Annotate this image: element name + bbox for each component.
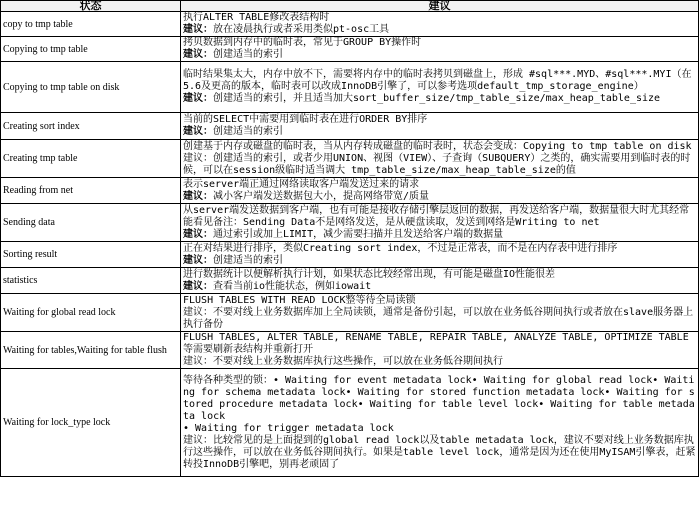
advice-cell [181,369,699,477]
advice-line [183,49,696,61]
header-row [1,1,699,12]
advice-line [183,332,696,356]
advice-line [183,179,696,191]
state-cell: Copying to tmp table on disk [1,62,181,113]
advice-cell [181,37,699,62]
advice-cell [181,294,699,332]
advice-text: 创建适当的索引 [213,49,283,60]
advice-text: 正在对结果进行排序，类似Creating sort index，不过是正常表，而不是在内存表中进行排序 [183,242,618,254]
advice-text: FLUSH TABLES, ALTER TABLE, RENAME TABLE, REPAIR TABLE, ANALYZE TABLE, OPTIMIZE TABLE等需要刷新表结构并重新打开 [183,332,689,355]
advice-text: 创建适当的索引 [213,254,283,266]
advice-cell [181,178,699,204]
table-row [1,369,699,477]
table-row [1,37,699,62]
advice-line [183,423,696,435]
advice-text: 拷贝数据到内存中的临时表，常见于GROUP BY操作时 [183,37,422,48]
advice-line [183,229,696,241]
advice-line [183,69,696,93]
advice-prefix: 建议： [183,280,213,292]
table-row [1,294,699,332]
advice-text: 建议：比较常见的是上面提到的global read lock以及table metadata lock，建议不要对线上业务数据库执行这些操作，可以放在业务低谷期间执行。如果是table level lock，通常是因为还在使用MyISAM引擎表，赶紧转投InnoDB引擎吧，别再老顽固了 [183,434,696,470]
state-cell: Sorting result [1,242,181,268]
advice-line [183,255,696,267]
table-row [1,204,699,242]
advice-prefix: 建议： [183,49,213,60]
advice-cell [181,62,699,113]
table-row [1,62,699,113]
advice-line [183,435,696,471]
state-cell: Waiting for lock_type lock [1,369,181,477]
advice-text: 当前的SELECT中需要用到临时表在进行ORDER BY排序 [183,114,428,125]
advice-line [183,24,696,36]
advice-text: 进行数据统计以便解析执行计划，如果状态比较经常出现，有可能是磁盘IO性能很差 [183,268,556,280]
advice-line [183,205,696,229]
advice-prefix: 建议： [183,126,213,137]
state-cell: statistics [1,268,181,294]
advice-prefix: 建议： [183,190,213,202]
advice-text: FLUSH TABLES WITH READ LOCK整等待全局读锁 [183,294,416,306]
advice-line [183,126,696,138]
advice-text: 创建基于内存或磁盘的临时表，当从内存转成磁盘的临时表时，状态会变成：Copying to tmp table on disk建议：创建适当的索引，或者少用UNION、视图（VIEW）、子查询（SUBQUERY）之类的，确实需要用到临时表的时候，可以在session级临时适当调大 tmp_table_size/max_heap_table_size的值 [183,140,692,176]
advice-cell [181,204,699,242]
advice-cell [181,113,699,140]
advice-text: 创建适当的索引，并且适当加大sort_buffer_size/tmp_table_size/max_heap_table_size [213,93,661,104]
advice-line [183,269,696,281]
advice-line [183,375,696,423]
state-cell: Copying to tmp table [1,37,181,62]
advice-text: 通过索引或加上LIMIT，减少需要扫描并且发送给客户端的数据量 [213,228,504,240]
advice-text: • Waiting for trigger metadata lock [183,422,394,434]
advice-cell [181,332,699,369]
table-row [1,332,699,369]
state-cell: copy to tmp table [1,12,181,37]
advice-text: 创建适当的索引 [213,126,283,137]
advice-text: 建议：不要对线上业务数据库加上全局读锁，通常是备份引起，可以放在业务低谷期间执行或者放在slave服务器上执行备份 [183,306,694,330]
header-advice: 建议 [181,1,699,12]
table-row [1,178,699,204]
advice-line [183,191,696,203]
advice-line [183,93,696,105]
advice-cell [181,268,699,294]
state-cell: Creating tmp table [1,140,181,178]
table-row [1,12,699,37]
table-body [1,12,699,477]
header-state: 状态 [1,1,181,12]
advice-line [183,295,696,307]
advice-prefix: 建议： [183,228,213,240]
advice-text: 等待各种类型的锁：• Waiting for event metadata lock• Waiting for global read lock• Waiting for schema metadata lock• Waiting for stored function metadata lock• Waiting for stored procedure metadata lock• Waiting for table level lock• Waiting for table metadata lock [183,374,695,422]
advice-prefix: 建议： [183,254,213,266]
state-cell: Waiting for tables,Waiting for table flush [1,332,181,369]
advice-text: 查看当前io性能状态，例如iowait [213,280,372,292]
advice-text: 从server端发送数据到客户端，也有可能是接收存储引擎层返回的数据，再发送给客户端，数据量很大时尤其经常能看见备注：Sending Data不是网络发送，是从硬盘读取，发送到网络是Writing to net [183,204,690,228]
advice-line [183,37,696,49]
table-row [1,113,699,140]
advice-cell [181,242,699,268]
advice-prefix: 建议： [183,93,213,104]
advice-text: 执行ALTER TABLE修改表结构时 [183,12,330,23]
advice-line [183,12,696,24]
advice-text: 临时结果集太大，内存中放不下，需要将内存中的临时表拷贝到磁盘上，形成 #sql***.MYD、#sql***.MYI（在5.6及更高的版本，临时表可以改成InnoDB引擎了，可以参考选项default_tmp_storage_engine） [183,69,692,92]
table-row [1,242,699,268]
advice-cell [181,12,699,37]
state-cell: Sending data [1,204,181,242]
advice-text: 放在凌晨执行或者采用类似pt-osc工具 [213,24,390,35]
advice-line [183,141,696,177]
state-cell: Reading from net [1,178,181,204]
state-cell: Creating sort index [1,113,181,140]
advice-line [183,356,696,368]
advice-text: 建议：不要对线上业务数据库执行这些操作，可以放在业务低谷期间执行 [183,356,503,367]
advice-line [183,243,696,255]
table-row [1,140,699,178]
advice-cell [181,140,699,178]
state-cell: Waiting for global read lock [1,294,181,332]
advice-line [183,307,696,331]
table-row [1,268,699,294]
advice-text: 表示server端正通过网络读取客户端发送过来的请求 [183,178,420,190]
advice-line [183,281,696,293]
advice-prefix: 建议： [183,24,213,35]
advice-text: 减小客户端发送数据包大小，提高网络带宽/质量 [213,190,430,202]
advice-line [183,114,696,126]
